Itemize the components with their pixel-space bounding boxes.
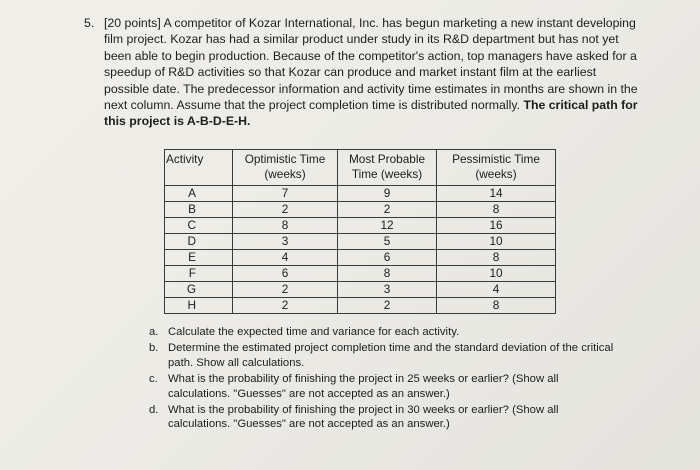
cell-optimistic: 2	[233, 282, 338, 298]
cell-optimistic: 3	[233, 234, 338, 250]
question-list	[144, 325, 614, 434]
question-item	[144, 325, 614, 339]
cell-most-probable: 8	[338, 266, 437, 282]
cell-activity: E	[165, 250, 233, 266]
cell-activity: B	[165, 202, 233, 218]
activity-table	[164, 149, 556, 314]
header-pessimistic: Pessimistic Time (weeks)	[437, 150, 556, 186]
table-row	[165, 266, 556, 282]
table-row	[165, 282, 556, 298]
question-item	[144, 341, 614, 370]
cell-pessimistic: 10	[437, 234, 556, 250]
cell-activity: F	[165, 266, 233, 282]
question-label: d.	[149, 404, 159, 417]
cell-optimistic: 7	[233, 186, 338, 202]
problem-statement	[84, 15, 644, 130]
cell-pessimistic: 10	[437, 266, 556, 282]
cell-most-probable: 9	[338, 186, 437, 202]
cell-pessimistic: 8	[437, 202, 556, 218]
cell-pessimistic: 14	[437, 186, 556, 202]
header-most-probable: Most Probable Time (weeks)	[338, 150, 437, 186]
cell-optimistic: 4	[233, 250, 338, 266]
problem-number: 5.	[84, 16, 95, 30]
question-text: What is the probability of finishing the project in 25 weeks or earlier? (Show all calculations. "Guesses" are not accepted as an answer.)	[168, 373, 559, 400]
question-text: Determine the estimated project completion time and the standard deviation of the critical path. Show all calculations.	[168, 342, 614, 369]
cell-optimistic: 2	[233, 298, 338, 314]
cell-most-probable: 2	[338, 298, 437, 314]
cell-activity: D	[165, 234, 233, 250]
question-label: c.	[149, 373, 158, 386]
cell-pessimistic: 16	[437, 218, 556, 234]
cell-most-probable: 3	[338, 282, 437, 298]
question-item	[144, 372, 614, 401]
table-row	[165, 250, 556, 266]
cell-most-probable: 2	[338, 202, 437, 218]
header-optimistic: Optimistic Time (weeks)	[233, 150, 338, 186]
cell-most-probable: 12	[338, 218, 437, 234]
table-row	[165, 186, 556, 202]
table-row	[165, 218, 556, 234]
question-text: Calculate the expected time and variance for each activity.	[168, 326, 460, 338]
cell-activity: C	[165, 218, 233, 234]
cell-pessimistic: 4	[437, 282, 556, 298]
cell-activity: G	[165, 282, 233, 298]
question-label: a.	[149, 326, 159, 338]
cell-most-probable: 5	[338, 234, 437, 250]
cell-activity: H	[165, 298, 233, 314]
cell-optimistic: 6	[233, 266, 338, 282]
problem-text-block	[104, 15, 644, 130]
question-label: b.	[149, 342, 159, 355]
cell-optimistic: 2	[233, 202, 338, 218]
cell-pessimistic: 8	[437, 298, 556, 314]
question-item	[144, 403, 614, 432]
critical-path-statement: The critical path for this project is A-B-D-E-H.	[104, 98, 638, 129]
table-row	[165, 298, 556, 314]
question-text: What is the probability of finishing the project in 30 weeks or earlier? (Show all calculations. "Guesses" are not accepted as an answer.)	[168, 404, 559, 431]
cell-optimistic: 8	[233, 218, 338, 234]
cell-activity: A	[165, 186, 233, 202]
table-header-row	[165, 150, 556, 186]
cell-pessimistic: 8	[437, 250, 556, 266]
table-row	[165, 234, 556, 250]
cell-most-probable: 6	[338, 250, 437, 266]
table-row	[165, 202, 556, 218]
problem-text: [20 points] A competitor of Kozar International, Inc. has begun marketing a new instant developing film project. Kozar has had a similar product under study in its R&D department but has not yet been able to begin production. Because of the competitor's action, top managers have asked for a speedup of R&D activities so that Kozar can produce and market instant film at the earliest possible date. The predecessor information and activity time estimates in months are shown in the next column. Assume that the project completion time is distributed normally.	[104, 16, 638, 113]
header-activity: Activity	[165, 150, 233, 186]
